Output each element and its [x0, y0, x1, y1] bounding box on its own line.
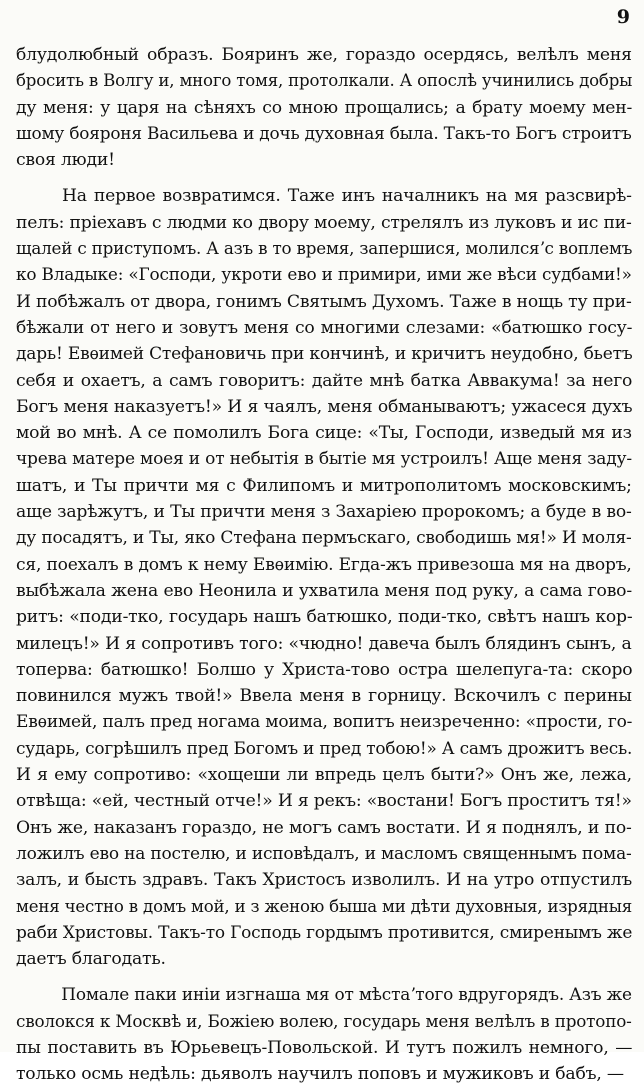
- paragraph: [16, 42, 632, 173]
- text-line: ся, поехалъ в домъ к нему Евѳимію. Егда-жъ привезоша мя на дворъ,: [16, 554, 632, 575]
- text-line: И побѣжалъ от двора, гонимъ Святымъ Духомъ. Таже в нощь ту при-: [16, 291, 632, 312]
- text-line: меня честно в домъ мой, и з женою быша ми дѣти духовныя, изрядныя: [16, 896, 632, 917]
- text-line: Онъ же, наказанъ гораздо, не могъ самъ востати. И я поднялъ, и по-: [16, 817, 632, 838]
- text-line: раби Христовы. Такъ-то Господь гордымъ противится, смиренымъ же: [16, 922, 633, 943]
- text-line: себя и охаетъ, а самъ говоритъ: дайте мнѣ батка Аввакума! за него: [16, 370, 632, 391]
- text-line: ду посадятъ, и Ты, яко Стефана пермъскаго, свободишь мя!» И моля-: [16, 528, 632, 549]
- text-line: отвѣща: «ей, честный отче!» И я рекъ: «востани! Богъ проститъ тя!»: [16, 791, 632, 812]
- text-line: милецъ!» И я сопротивъ того: «чюдно! давеча былъ блядинъ сынъ, а: [16, 633, 632, 654]
- paragraph: [16, 183, 632, 972]
- page-number: 9: [616, 6, 630, 28]
- text-line: пы поставить въ Юрьевецъ-Повольской. И тутъ пожилъ немного, —: [16, 1037, 632, 1058]
- text-line: своя люди!: [16, 150, 115, 171]
- text-line: топерва: батюшко! Болшо у Христа-тово остра шелепуга-та: скоро: [16, 659, 632, 680]
- text-line: шому бояроня Васильева и дочь духовная была. Такъ-то Богъ строитъ: [16, 123, 632, 144]
- text-line: Помале паки иніи изгнаша мя от мѣстаʼтого вдругорядъ. Азъ же: [61, 985, 632, 1006]
- text-line: шатъ, и Ты причти мя с Филипомъ и митрополитомъ московскимъ;: [16, 475, 632, 496]
- text-line: ложилъ ево на постелю, и исповѣдалъ, и масломъ священнымъ пома-: [16, 843, 632, 864]
- text-line: ду меня: у царя на сѣняхъ со мною прощались; а брату моему мен-: [16, 97, 632, 118]
- text-line: Богъ меня наказуетъ!» И я чаялъ, меня обманываютъ; ужасеся духъ: [16, 396, 632, 417]
- text-line: залъ, и бысть здравъ. Такъ Христосъ изволилъ. И на утро отпустилъ: [16, 870, 632, 891]
- page-text: [16, 42, 632, 1088]
- text-line: повинился мужъ твой!» Ввела меня в горницу. Вскочилъ с перины: [16, 686, 632, 707]
- text-line: мой во мнѣ. А се помолилъ Бога сице: «Ты, Господи, изведый мя из: [16, 423, 632, 444]
- text-line: И я ему сопротиво: «хощеши ли впредь целъ быти?» Онъ же, лежа,: [16, 765, 632, 786]
- text-line: даетъ благодать.: [16, 949, 166, 970]
- text-line: Евѳимей, палъ пред ногама моима, вопитъ неизреченно: «прости, го-: [16, 712, 633, 733]
- text-line: бѣжали от него и зовутъ меня со многими слезами: «батюшко госу-: [16, 317, 632, 338]
- text-line: ритъ: «поди-тко, государь нашъ батюшко, поди-тко, свѣтъ нашъ кор-: [16, 607, 632, 628]
- text-line: блудолюбный образъ. Бояринъ же, гораздо осердясь, велѣлъ меня: [16, 45, 632, 65]
- paragraph: [16, 982, 632, 1087]
- text-line: щалей с приступомъ. А азъ в то время, запершися, молилсяʼс воплемъ: [16, 239, 632, 260]
- text-line: На первое возвратимся. Таже инъ началникъ на мя разсвирѣ-: [62, 186, 632, 207]
- text-line: ко Владыке: «Господи, укроти ево и примири, ими же вѣси судбами!»: [16, 265, 632, 286]
- text-line: выбѣжала жена ево Неонила и ухватила меня под руку, а сама гово-: [16, 580, 632, 601]
- text-line: бросить в Волгу и, много томя, протолкали. А опослѣ учинились добры: [16, 71, 632, 92]
- text-line: пелъ: пріехавъ с людми ко двору моему, стрелялъ из луковъ и ис пи-: [16, 212, 632, 233]
- text-line: сударь, согрѣшилъ пред Богомъ и пред тобою!» А самъ дрожитъ весь.: [16, 738, 632, 759]
- text-line: аще зарѣжутъ, и Ты причти меня з Захаріею пророкомъ; а буде в во-: [16, 502, 632, 523]
- text-line: дарь! Евѳимей Стефановичь при кончинѣ, и кричитъ неудобно, бьетъ: [16, 344, 633, 365]
- text-line: только осмь недѣль: дьяволъ научилъ поповъ и мужиковъ и бабъ, —: [16, 1064, 624, 1085]
- text-line: сволокся к Москвѣ и, Божіею волею, государь меня велѣлъ в протопо-: [16, 1011, 632, 1032]
- text-line: чрева матере моея и от небытія в бытіе мя устроилъ! Аще меня заду-: [16, 449, 632, 470]
